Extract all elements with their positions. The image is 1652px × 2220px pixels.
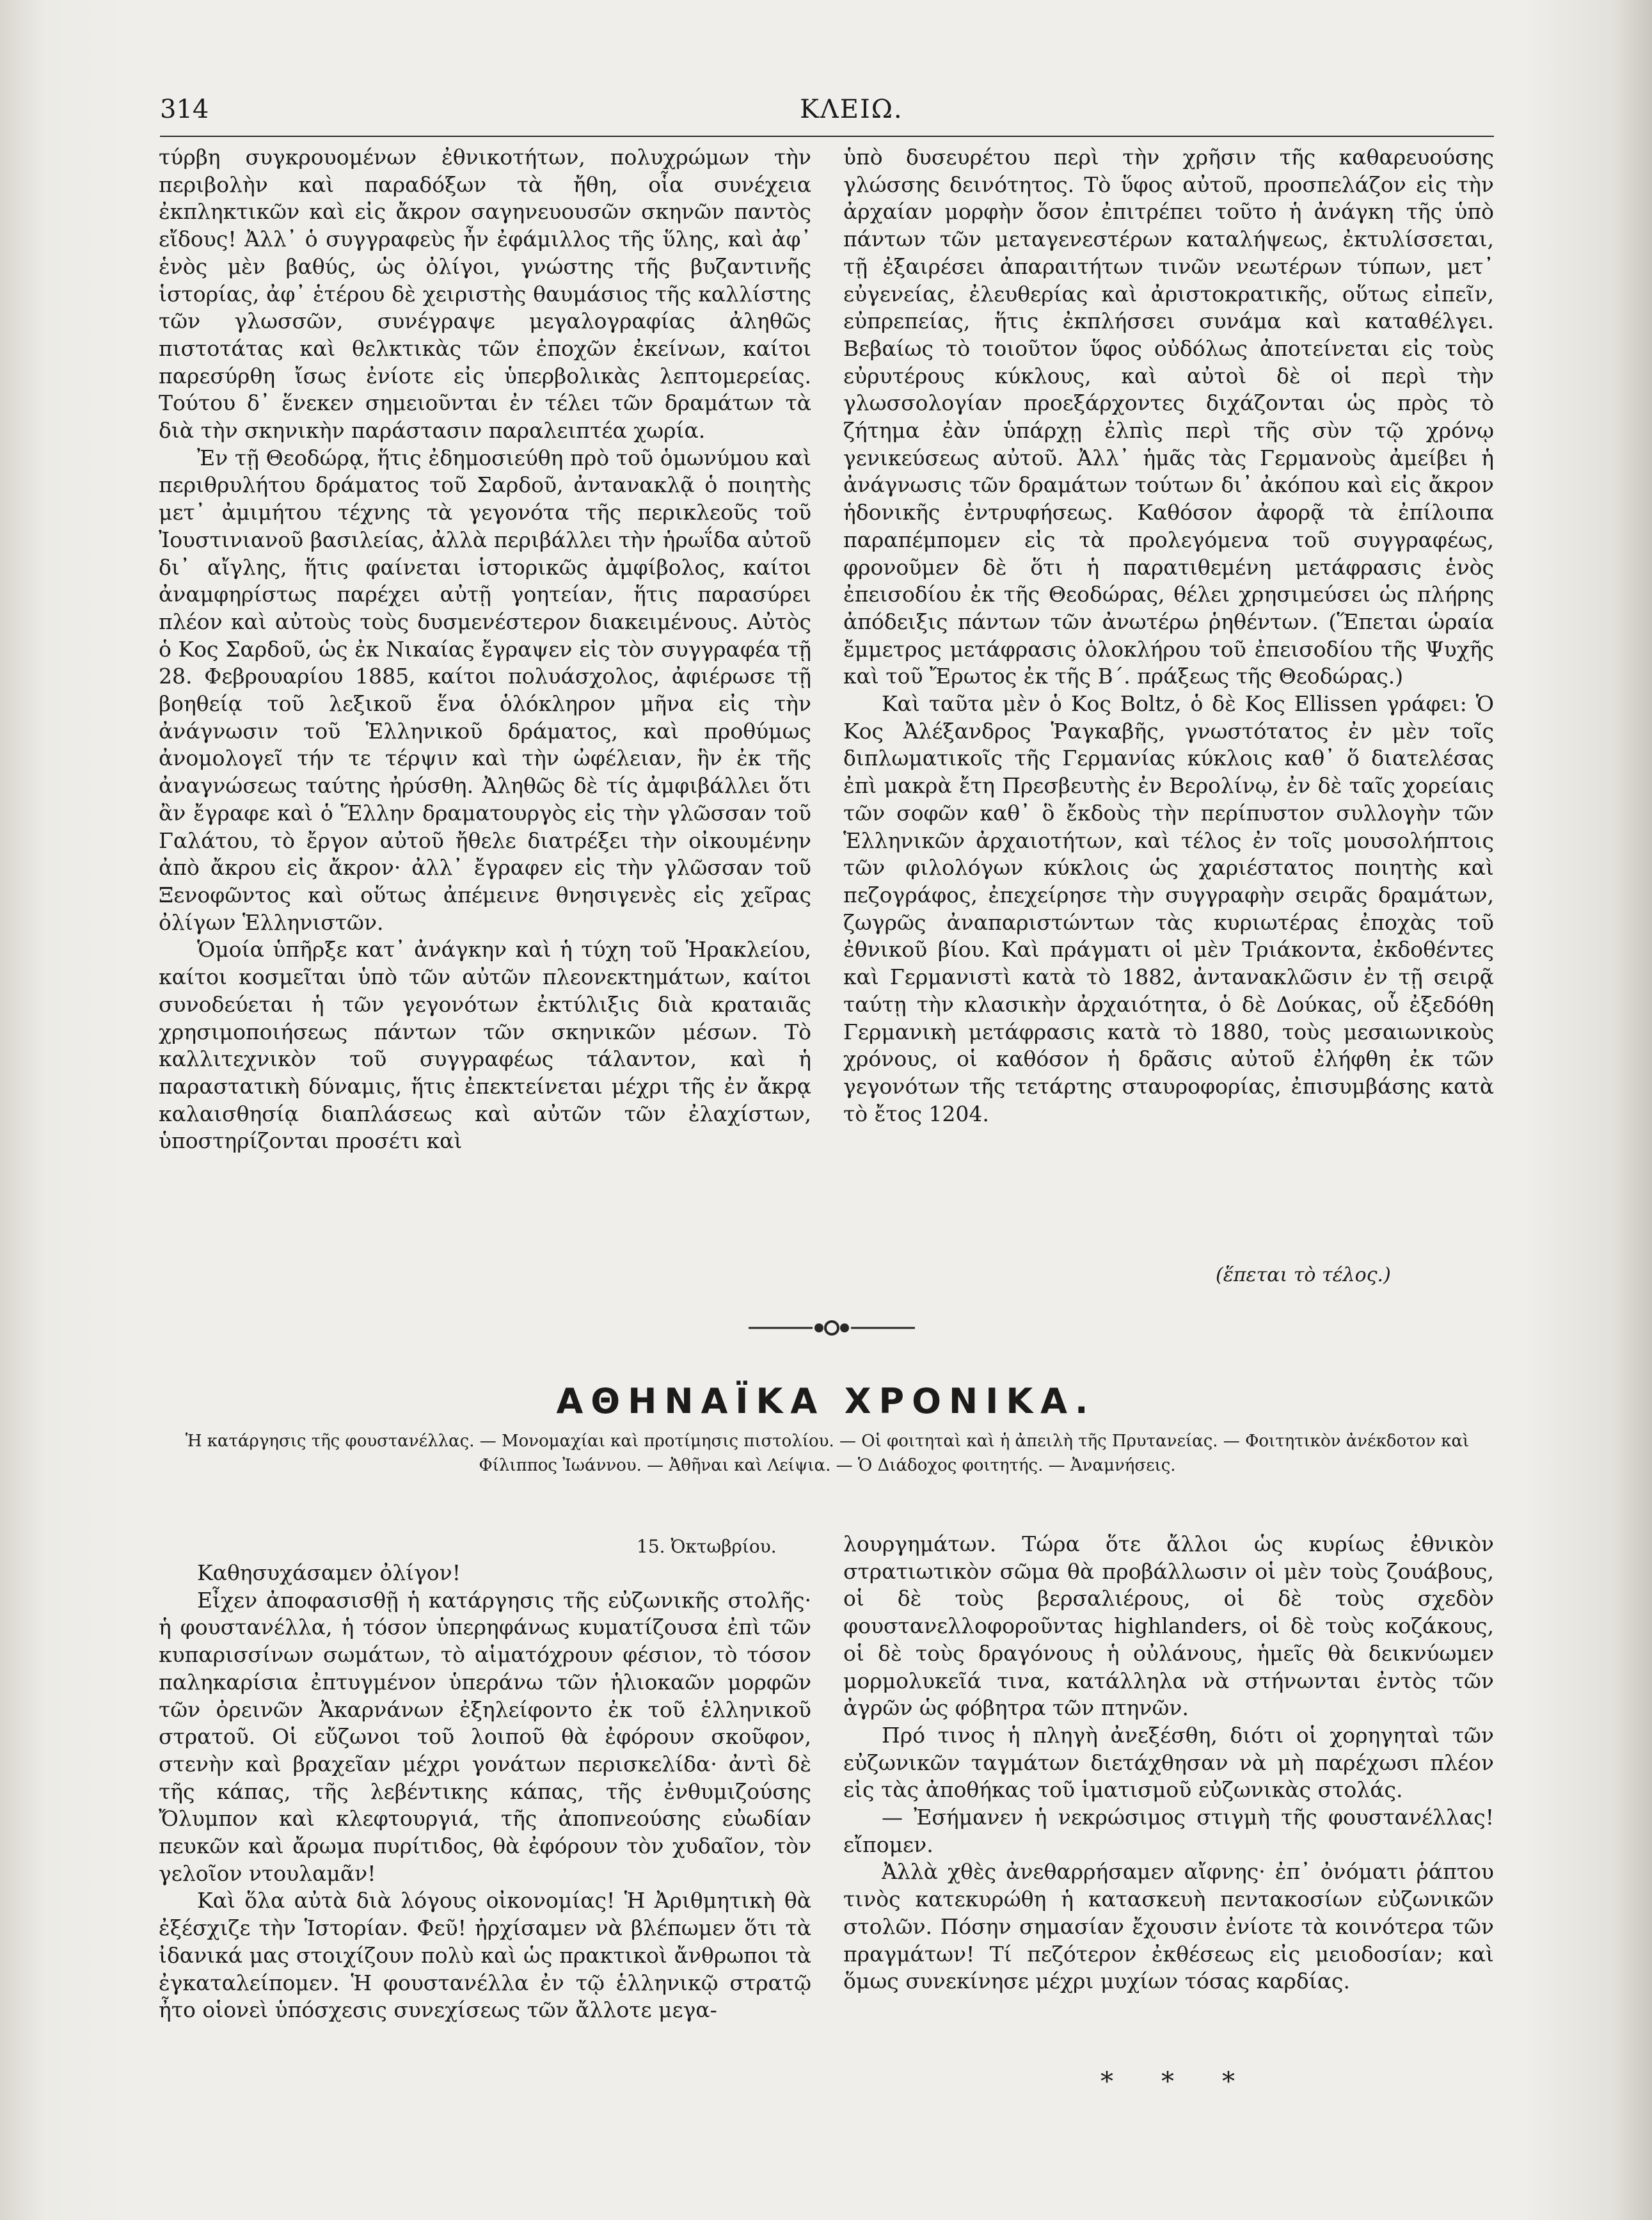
header-rule bbox=[160, 136, 1494, 137]
column-bottom-left bbox=[159, 1560, 811, 2024]
section-title: ΑΘΗΝΑΪΚΑ ΧΡΟΝΙΚΑ. bbox=[556, 1381, 1096, 1421]
running-title: ΚΛΕΙΩ. bbox=[800, 95, 903, 124]
paragraph: Πρό τινος ἡ πληγὴ ἀνεξέσθη, διότι οἱ χορηγηταὶ τῶν εὐζωνικῶν ταγμάτων διετάχθησαν νὰ μὴ παρέχωσι πλέον εἰς τὰς ἀποθήκας τοῦ ἱματισμοῦ εὐζωνικὰς στολάς. bbox=[843, 1722, 1494, 1803]
column-bottom-right bbox=[843, 1531, 1494, 1995]
section-summary: Ἡ κατάργησις τῆς φουστανέλλας. — Μονομαχίαι καὶ προτίμησις πιστολίου. — Οἱ φοιτηταὶ καὶ ἡ ἀπειλὴ τῆς Πρυτανείας. — Φοιτητικὸν ἀνέκδοτον καὶ Φίλιππος Ἰωάννου. — Ἀθῆναι καὶ Λείψια. — Ὁ Διάδοχος φοιτητής. — Ἀναμνήσεις. bbox=[185, 1432, 1470, 1475]
page-header bbox=[160, 95, 1491, 133]
paragraph: λουργημάτων. Τώρα ὅτε ἄλλοι ὡς κυρίως ἐθνικὸν στρατιωτικὸν σῶμα θὰ προβάλλωσιν οἱ μὲν τοὺς ζουάβους, οἱ δὲ τοὺς βερσαλιέρους, οἱ δὲ τοὺς σχεδὸν φουστανελλοφοροῦντας highlanders, οἱ δὲ τοὺς κοζάκους, οἱ δὲ τοὺς δραγόνους ἡ οὐλάνους, ἡμεῖς θὰ δεικνύωμεν μορμολυκεῖά τινα, κατάλληλα νὰ στήνωνται ἐντὸς τῶν ἀγρῶν ὡς φόβητρα τῶν πτηνῶν. bbox=[843, 1531, 1494, 1721]
paragraph: Καὶ ταῦτα μὲν ὁ Κος Boltz, ὁ δὲ Κος Ellissen γράφει: Ὁ Κος Ἀλέξανδρος Ῥαγκαβῆς, γνωστότατος ἐν μὲν τοῖς διπλωματικοῖς τῆς Γερμανίας κύκλοις καθ᾽ ὅ διατελέσας ἐπὶ μακρὰ ἔτη Πρεσβευτὴς ἐν Βερολίνῳ, ἐν δὲ ταῖς χορείαις τῶν σοφῶν καθ᾽ ὃ ἔκδοὺς τὴν περίπυστον συλλογὴν τῶν Ἑλληνικῶν ἀρχαιοτήτων, καὶ τέλος ἐν τοῖς μουσολήπτοις τῶν φιλολόγων κύκλοις ὡς χαριέστατος ποιητὴς καὶ πεζογράφος, ἐπεχείρησε τὴν συγγραφὴν σειρᾶς δραμάτων, ζωγρῶς ἀναπαριστώντων τὰς κυριωτέρας ἐποχὰς τοῦ ἐθνικοῦ βίου. Καὶ πράγματι οἱ μὲν Τριάκοντα, ἐκδοθέντες καὶ Γερμανιστὶ κατὰ τὸ 1882, ἀντανακλῶσιν ἐν τῇ σειρᾷ ταύτῃ τὴν κλασικὴν ἀρχαιότητα, ὁ δὲ Δούκας, οὗ ἐξεδόθη Γερμανικὴ μετάφρασις κατὰ τὸ 1880, τοὺς μεσαιωνικοὺς χρόνους, οἱ καθόσον ἡ δρᾶσις αὐτοῦ ἐλήφθη ἐκ τῶν γεγονότων τῆς τετάρτης σταυροφορίας, ἐπισυμβάσης κατὰ τὸ ἔτος 1204. bbox=[843, 691, 1494, 1126]
asterisk: * bbox=[1222, 2067, 1235, 2096]
paragraph: Ὁμοία ὑπῆρξε κατ᾽ ἀνάγκην καὶ ἡ τύχη τοῦ Ἡρακλείου, καίτοι κοσμεῖται ὑπὸ τῶν αὐτῶν πλεονεκτημάτων, καίτοι συνοδεύεται ἡ τῶν γεγονότων ἐκτύλιξις διὰ κραταιᾶς χρησιμοποιήσεως πάντων τῶν σκηνικῶν μέσων. Τὸ καλλιτεχνικὸν τοῦ συγγραφέως τάλαντον, καὶ ἡ παραστατικὴ δύναμις, ἥτις ἐπεκτείνεται μέχρι τῆς ἐν ἄκρᾳ καλαισθησίᾳ διαπλάσεως καὶ αὐτῶν τῶν ἐλαχίστων, ὑποστηρίζονται προσέτι καὶ bbox=[159, 937, 811, 1154]
dateline: 15. Ὀκτωβρίου. bbox=[637, 1536, 777, 1557]
paragraph: Εἶχεν ἀποφασισθῇ ἡ κατάργησις τῆς εὐζωνικῆς στολῆς· ἡ φουστανέλλα, ἡ τόσον ὑπερηφάνως κυματίζουσα ἐπὶ τῶν κυπαρισσίνων σωμάτων, τὸ αἱματόχρουν φέσιον, τὸ τόσον παληκαρίσια ἐπτυγμένον ὑπεράνω τῶν ἡλιοκαῶν μορφῶν τῶν ὀρεινῶν Ἀκαρνάνων ἐξηλείφοντο ἐκ τοῦ ἑλληνικοῦ στρατοῦ. Οἱ εὔζωνοι τοῦ λοιποῦ θὰ ἐφόρουν σκοῦφον, στενὴν καὶ βραχεῖαν μέχρι γονάτων περισκελίδα· ἀντὶ δὲ τῆς κάπας, τῆς λεβέντικης κάπας, τῆς ἐνθυμιζούσης Ὄλυμπον καὶ κλεφτουργιά, τῆς ἀποπνεούσης εὐωδίαν πευκῶν καὶ ἄρωμα πυρίτιδος, θὰ ἐφόρουν τὸν χυδαῖον, τὸν γελοῖον ντουλαμᾶν! bbox=[159, 1587, 811, 1886]
paragraph: Ἀλλὰ χθὲς ἀνεθαρρήσαμεν αἴφνης· ἐπ᾽ ὀνόματι ῥάπτου τινὸς κατεκυρώθη ἡ κατασκευὴ πεντακοσίων εὐζωνικῶν στολῶν. Πόσην σημασίαν ἔχουσιν ἐνίοτε τὰ κοινότερα τῶν πραγμάτων! Τί πεζότερον ἐκθέσεως εἰς μειοδοσίαν; καὶ ὅμως συνεκίνησε μέχρι μυχίων τόσας καρδίας. bbox=[843, 1859, 1494, 1994]
paragraph: — Ἐσήμανεν ἡ νεκρώσιμος στιγμὴ τῆς φουστανέλλας! εἴπομεν. bbox=[843, 1805, 1494, 1857]
asterisk: * bbox=[1100, 2067, 1113, 2096]
page-number: 314 bbox=[160, 95, 209, 124]
paragraph: Καθησυχάσαμεν ὀλίγον! bbox=[197, 1560, 461, 1585]
column-top-left bbox=[159, 144, 811, 1155]
paragraph: Ἐν τῇ Θεοδώρᾳ, ἥτις ἐδημοσιεύθη πρὸ τοῦ ὁμωνύμου καὶ περιθρυλήτου δράματος τοῦ Σαρδοῦ, ἀντανακλᾷ ὁ ποιητὴς μετ᾽ ἀμιμήτου τέχνης τὰ γεγονότα τῆς περικλεοῦς τοῦ Ἰουστινιανοῦ βασιλείας, ἀλλὰ περιβάλλει τὴν ἡρωΐδα αὐτοῦ δι᾽ αἴγλης, ἥτις φαίνεται ἱστορικῶς ἀμφίβολος, καίτοι ἀναμφηρίστως παρέχει αὐτῇ γοητείαν, ἥτις παρασύρει πλέον καὶ αὐτοὺς τοὺς δυσμενέστερον διακειμένους. Αὐτὸς ὁ Κος Σαρδοῦ, ὡς ἐκ Νικαίας ἔγραψεν εἰς τὸν συγγραφέα τῇ 28. Φεβρουαρίου 1885, καίτοι πολυάσχολος, ἀφιέρωσε τῇ βοηθείᾳ τοῦ λεξικοῦ ἕνα ὁλόκληρον μῆνα εἰς τὴν ἀνάγνωσιν τοῦ Ἑλληνικοῦ δράματος, καὶ προθύμως ἀνομολογεῖ τήν τε τέρψιν καὶ τὴν ὠφέλειαν, ἣν ἐκ τῆς ἀναγνώσεως ταύτης ἠρύσθη. Ἀληθῶς δὲ τίς ἀμφιβάλλει ὅτι ἂν ἔγραφε καὶ ὁ Ἕλλην δραματουργὸς εἰς τὴν γλῶσσαν τοῦ Γαλάτου, τὸ ἔργον αὐτοῦ ἤθελε διατρέξει τὴν οἰκουμένην ἀπὸ ἄκρου εἰς ἄκρον· ἀλλ᾽ ἔγραφεν εἰς τὴν γλῶσσαν τοῦ Ξενοφῶντος καὶ οὕτως ἀπέμεινε θνησιγενὲς εἰς χεῖρας ὀλίγων Ἑλληνιστῶν. bbox=[159, 445, 811, 935]
column-top-right bbox=[843, 144, 1494, 1128]
ornament-divider-icon bbox=[749, 1315, 915, 1341]
asterisk: * bbox=[1161, 2067, 1174, 2096]
paragraph: τύρβη συγκρουομένων ἐθνικοτήτων, πολυχρώμων τὴν περιβολὴν καὶ παραδόξων τὰ ἤθη, οἷα συνέχεια ἐκπληκτικῶν καὶ εἰς ἄκρον σαγηνευουσῶν σκηνῶν παντὸς εἴδους! Ἀλλ᾽ ὁ συγγραφεὺς ἦν ἐφάμιλλος τῆς ὕλης, καὶ ἀφ᾽ ἑνὸς μὲν βαθύς, ὡς ὀλίγοι, γνώστης τῆς βυζαντινῆς ἱστορίας, ἀφ᾽ ἑτέρου δὲ χειριστὴς θαυμάσιος τῆς καλλίστης τῶν γλωσσῶν, συνέγραψε μεγαλογραφίας ἀληθῶς πιστοτάτας καὶ θελκτικὰς τῶν ἐποχῶν ἐκείνων, καίτοι παρεσύρθη ἴσως ἐνίοτε εἰς ὑπερβολικὰς λεπτομερείας. Τούτου δ᾽ ἕνεκεν σημειοῦνται ἐν τέλει τῶν δραμάτων τὰ διὰ τὴν σκηνικὴν παράστασιν παραλειπτέα χωρία. bbox=[159, 145, 811, 443]
paragraph: Καὶ ὅλα αὐτὰ διὰ λόγους οἰκονομίας! Ἡ Ἀριθμητικὴ θὰ ἐξέσχιζε τὴν Ἱστορίαν. Φεῦ! ἠρχίσαμεν νὰ βλέπωμεν ὅτι τὰ ἰδανικά μας στοιχίζουν πολὺ καὶ ὡς πρακτικοὶ ἄνθρωποι τὰ ἐγκαταλείπομεν. Ἡ φουστανέλλα ἐν τῷ ἑλληνικῷ στρατῷ ἦτο οἱονεὶ ὑπόσχεσις συνεχίσεως τῶν ἄλλοτε μεγα- bbox=[159, 1888, 811, 2023]
paragraph: ὑπὸ δυσευρέτου περὶ τὴν χρῆσιν τῆς καθαρευούσης γλώσσης δεινότητος. Τὸ ὕφος αὐτοῦ, προσπελάζον εἰς τὴν ἀρχαίαν μορφὴν ὅσον ἐπιτρέπει τοῦτο ἡ ἀνάγκη τῆς ὑπὸ πάντων τῶν μεταγενεστέρων καταλήψεως, ἐκτυλίσσεται, τῇ ἐξαιρέσει ἀπαραιτήτων τινῶν νεωτέρων τύπων, μετ᾽ εὐγενείας, ἐλευθερίας καὶ ἀριστοκρατικῆς, οὕτως εἰπεῖν, εὐπρεπείας, ἥτις ἐκπλήσσει συνάμα καὶ καταθέλγει. Βεβαίως τὸ τοιοῦτον ὕφος οὐδόλως ἀποτείνεται εἰς τοὺς εὐρυτέρους κύκλους, καὶ αὐτοὶ δὲ οἱ περὶ τὴν γλωσσολογίαν προεξάρχοντες διχάζονται ὡς πρὸς τὸ ζήτημα ἐὰν ὑπάρχῃ ἐλπὶς περὶ τῆς σὺν τῷ χρόνῳ γενικεύσεως αὐτοῦ. Ἀλλ᾽ ἡμᾶς τὰς Γερμανοὺς ἀμείβει ἡ ἀνάγνωσις τῶν δραμάτων τούτων δι᾽ ἀκόπου καὶ εἰς ἄκρον ἡδονικῆς ἐντρυφήσεως. Καθόσον ἀφορᾷ τὰ ἐπίλοιπα παραπέμπομεν εἰς τὰ προλεγόμενα τοῦ συγγραφέως, φρονοῦμεν δὲ ὅτι ἡ παρατιθεμένη μετάφρασις ἑνὸς ἐπεισοδίου ἐκ τῆς Θεοδώρας, θέλει χρησιμεύσει ὡς πλήρης ἀπόδειξις πάντων τῶν ἀνωτέρω ῥηθέντων. (Ἕπεται ὡραία ἔμμετρος μετάφρασις ὁλοκλήρου τοῦ ἐπεισοδίου τῆς Ψυχῆς καὶ τοῦ Ἔρωτος ἐκ τῆς Β΄. πράξεως τῆς Θεοδώρας.) bbox=[843, 145, 1494, 689]
continuation-note: (ἕπεται τὸ τέλος.) bbox=[1216, 1264, 1391, 1286]
